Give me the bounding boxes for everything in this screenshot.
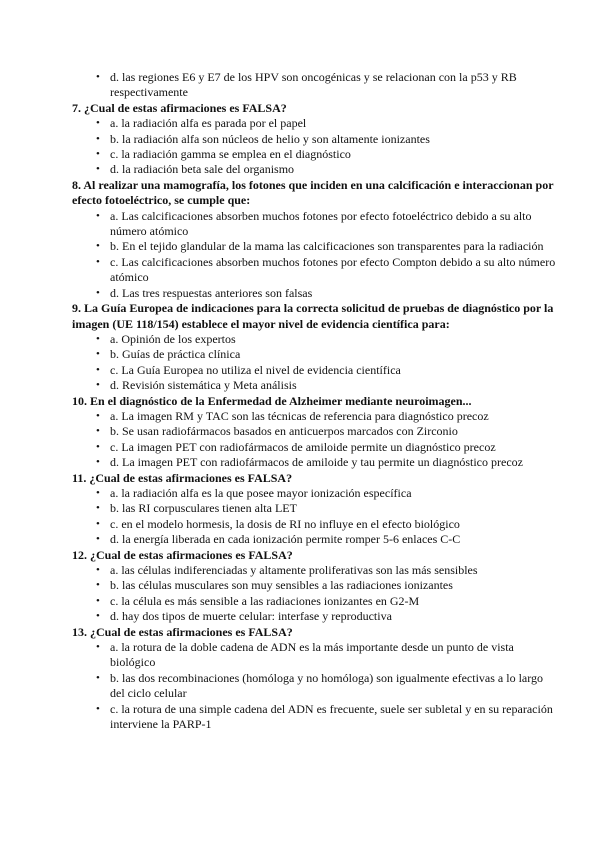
bullet-icon: • xyxy=(96,255,100,268)
bullet-icon: • xyxy=(96,594,100,607)
bullet-icon: • xyxy=(96,517,100,530)
bullet-icon: • xyxy=(96,117,100,130)
answer-option xyxy=(96,132,560,147)
answer-option xyxy=(96,671,560,702)
bullet-icon: • xyxy=(96,163,100,176)
question-title: 12. ¿Cual de estas afirmaciones es FALSA? xyxy=(72,547,293,562)
bullet-icon: • xyxy=(96,409,100,422)
answer-option xyxy=(96,70,560,101)
question-block xyxy=(72,548,560,625)
answer-option xyxy=(96,532,560,547)
answer-list xyxy=(72,209,560,301)
answer-text: b. las RI corpusculares tienen alta LET xyxy=(110,501,297,516)
bullet-icon: • xyxy=(96,641,100,654)
answer-text: c. La imagen PET con radiofármacos de amiloide permite un diagnóstico precoz xyxy=(110,439,496,454)
question-title: 13. ¿Cual de estas afirmaciones es FALSA? xyxy=(72,624,293,639)
answer-option xyxy=(96,640,560,671)
answer-text: d. La imagen PET con radiofármacos de amiloide y tau permite un diagnóstico precoz xyxy=(110,455,523,470)
answer-option xyxy=(96,594,560,609)
answer-option xyxy=(96,578,560,593)
question-title: 8. Al realizar una mamografía, los fotones que inciden en una calcificación e interaccionan por efecto fotoeléctrico, se cumple que: xyxy=(72,177,554,208)
answer-text: a. la radiación alfa es la que posee mayor ionización específica xyxy=(110,485,412,500)
question-block xyxy=(72,178,560,301)
answer-list xyxy=(72,640,560,732)
answer-text: c. en el modelo hormesis, la dosis de RI no influye en el efecto biológico xyxy=(110,516,460,531)
answer-option xyxy=(96,209,560,240)
question-block xyxy=(72,625,560,733)
bullet-icon: • xyxy=(96,456,100,469)
answer-text: b. Guías de práctica clínica xyxy=(110,347,241,362)
bullet-icon: • xyxy=(96,348,100,361)
answer-option xyxy=(96,347,560,362)
answer-text: a. las células indiferenciadas y altamente proliferativas son las más sensibles xyxy=(110,563,478,577)
bullet-icon: • xyxy=(96,425,100,438)
answer-text: d. Las tres respuestas anteriores son falsas xyxy=(110,285,313,300)
answer-text: c. La Guía Europea no utiliza el nivel de evidencia científica xyxy=(110,362,401,377)
answer-option xyxy=(96,517,560,532)
question-title: 11. ¿Cual de estas afirmaciones es FALSA? xyxy=(72,470,293,485)
answer-option xyxy=(96,440,560,455)
bullet-icon: • xyxy=(96,533,100,546)
answer-option xyxy=(96,286,560,301)
answer-option xyxy=(96,424,560,439)
bullet-icon: • xyxy=(96,440,100,453)
answer-text: b. las células musculares son muy sensibles a las radiaciones ionizantes xyxy=(110,578,453,593)
answer-text: c. la radiación gamma se emplea en el diagnóstico xyxy=(110,147,351,162)
bullet-icon: • xyxy=(96,71,100,83)
bullet-icon: • xyxy=(96,363,100,376)
answer-text: a. la radiación alfa es parada por el papel xyxy=(110,116,307,131)
answer-option xyxy=(96,609,560,624)
question-block xyxy=(72,70,560,101)
bullet-icon: • xyxy=(96,502,100,515)
answer-list xyxy=(72,70,560,101)
answer-text: b. Se usan radiofármacos basados en anticuerpos marcados con Zirconio xyxy=(110,424,458,439)
answer-text: d. la radiación beta sale del organismo xyxy=(110,162,295,177)
question-title: 10. En el diagnóstico de la Enfermedad de Alzheimer mediante neuroimagen... xyxy=(72,393,472,408)
answer-text: a. La imagen RM y TAC son las técnicas de referencia para diagnóstico precoz xyxy=(110,408,489,423)
question-block xyxy=(72,394,560,471)
answer-option xyxy=(96,147,560,162)
question-block xyxy=(72,301,560,393)
answer-option xyxy=(96,162,560,177)
bullet-icon: • xyxy=(96,702,100,715)
bullet-icon: • xyxy=(96,240,100,253)
answer-text: b. las dos recombinaciones (homóloga y no homóloga) son igualmente efectivas a lo largo del ciclo celular xyxy=(110,670,544,701)
answer-option xyxy=(96,239,560,254)
answer-text: c. la rotura de una simple cadena del ADN es frecuente, suele ser subletal y en su reparación interviene la PARP-1 xyxy=(110,701,553,732)
bullet-icon: • xyxy=(96,332,100,345)
bullet-icon: • xyxy=(96,286,100,299)
answer-option xyxy=(96,332,560,347)
answer-list xyxy=(72,116,560,178)
bullet-icon: • xyxy=(96,209,100,222)
answer-option xyxy=(96,486,560,501)
answer-text: b. En el tejido glandular de la mama las calcificaciones son transparentes para la radiación xyxy=(110,239,544,254)
bullet-icon: • xyxy=(96,610,100,623)
bullet-icon: • xyxy=(96,564,100,576)
answer-option xyxy=(96,116,560,131)
answer-text: b. la radiación alfa son núcleos de helio y son altamente ionizantes xyxy=(110,131,430,146)
answer-option xyxy=(96,501,560,516)
answer-text: a. Opinión de los expertos xyxy=(110,331,236,346)
answer-text: c. la célula es más sensible a las radiaciones ionizantes en G2-M xyxy=(110,593,420,608)
answer-text: a. Las calcificaciones absorben muchos fotones por efecto fotoeléctrico debido a su alto número atómico xyxy=(110,208,532,239)
answer-list xyxy=(72,486,560,548)
answer-list xyxy=(72,332,560,394)
answer-option xyxy=(96,455,560,470)
answer-option xyxy=(96,255,560,286)
answer-option xyxy=(96,702,560,733)
answer-text: d. Revisión sistemática y Meta análisis xyxy=(110,378,297,393)
bullet-icon: • xyxy=(96,132,100,145)
answer-text: d. hay dos tipos de muerte celular: interfase y reproductiva xyxy=(110,609,392,624)
answer-list xyxy=(72,563,560,625)
bullet-icon: • xyxy=(96,486,100,499)
answer-list xyxy=(72,409,560,471)
bullet-icon: • xyxy=(96,148,100,161)
bullet-icon: • xyxy=(96,671,100,684)
question-title: 9. La Guía Europea de indicaciones para la correcta solicitud de pruebas de diagnóstico por la imagen (UE 118/154) establece el mayor nivel de evidencia científica para: xyxy=(72,301,554,331)
answer-text: a. la rotura de la doble cadena de ADN es la más importante desde un punto de vista biológico xyxy=(110,640,514,670)
bullet-icon: • xyxy=(96,579,100,592)
answer-option xyxy=(96,563,560,578)
answer-text: c. Las calcificaciones absorben muchos fotones por efecto Compton debido a su alto número atómico xyxy=(110,254,556,285)
answer-option xyxy=(96,409,560,424)
answer-option xyxy=(96,378,560,393)
bullet-icon: • xyxy=(96,379,100,392)
answer-text: d. las regiones E6 y E7 de los HPV son oncogénicas y se relacionan con la p53 y RB respectivamente xyxy=(110,70,517,100)
answer-option xyxy=(96,363,560,378)
question-block xyxy=(72,471,560,548)
question-title: 7. ¿Cual de estas afirmaciones es FALSA? xyxy=(72,100,287,115)
answer-text: d. la energía liberada en cada ionización permite romper 5-6 enlaces C-C xyxy=(110,532,461,547)
question-block xyxy=(72,101,560,178)
